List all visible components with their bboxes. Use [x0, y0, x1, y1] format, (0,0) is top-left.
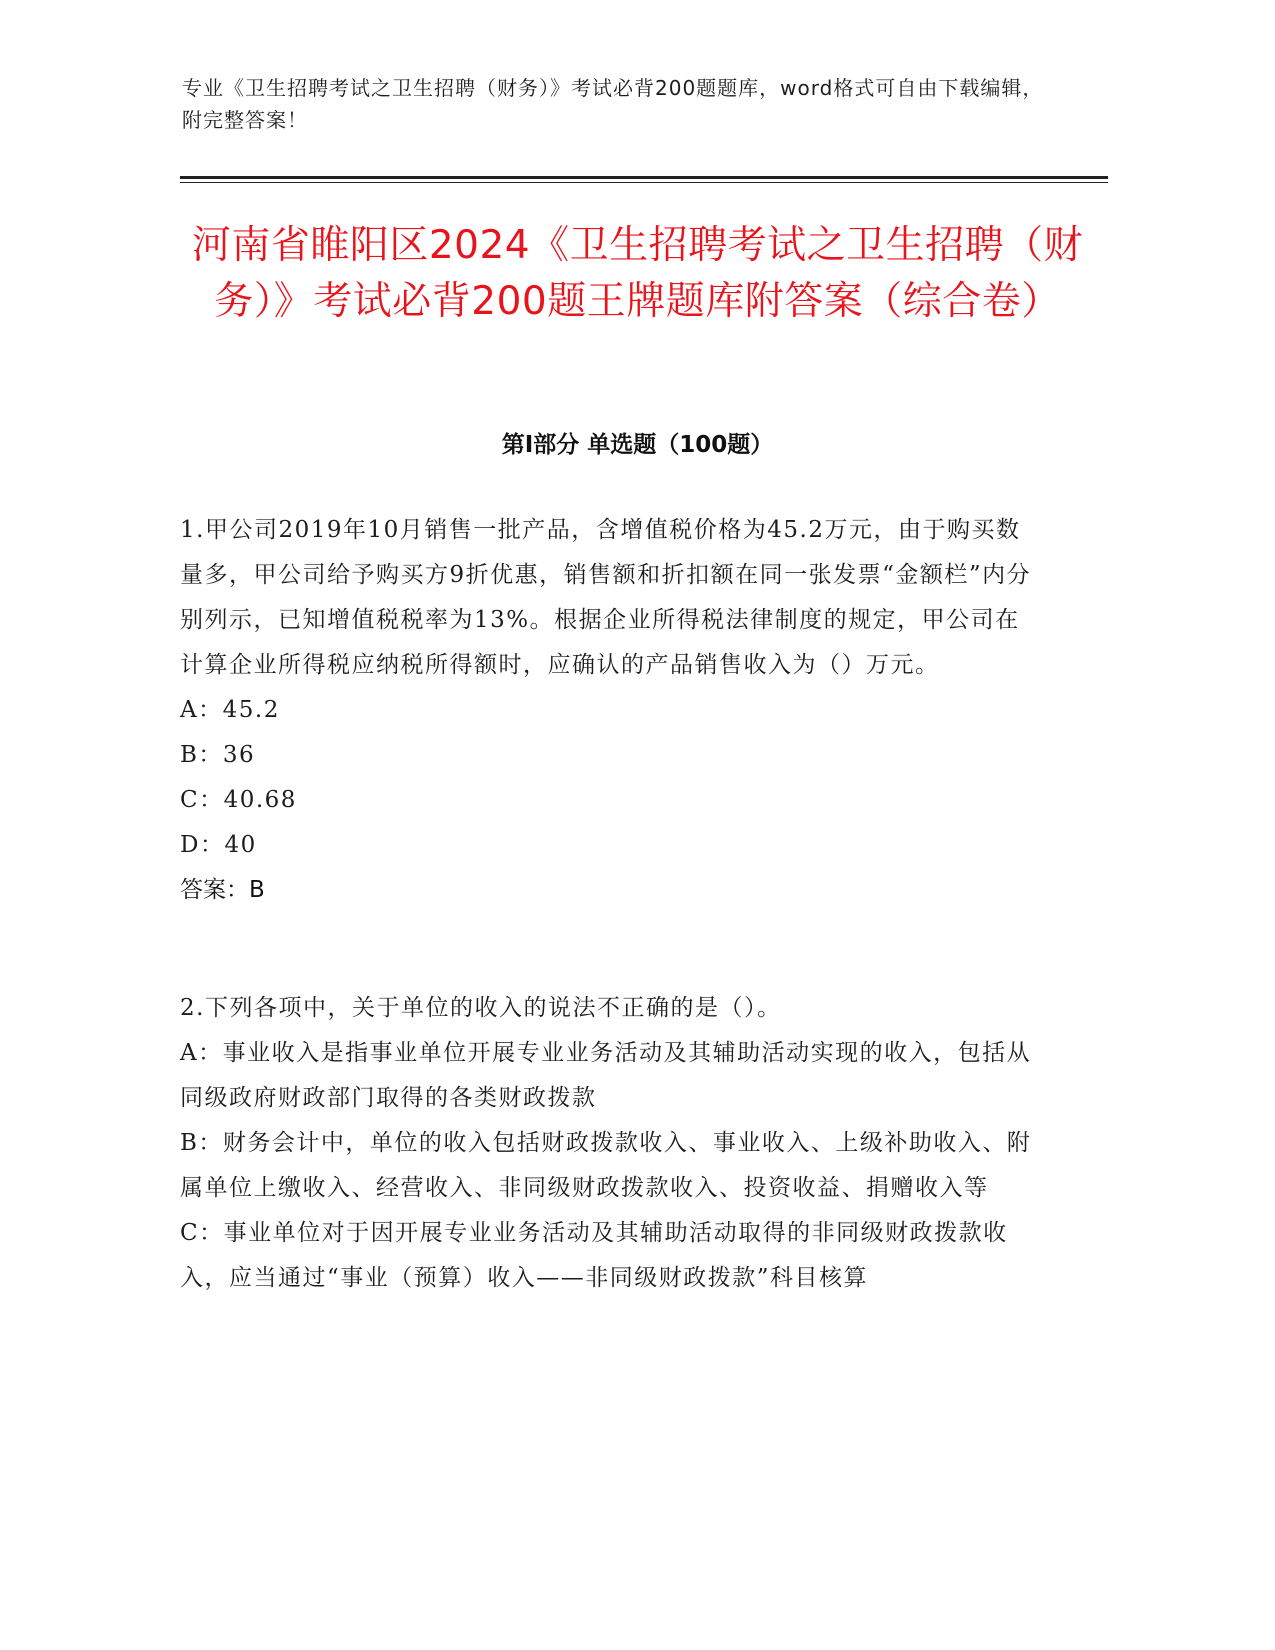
question-1 [180, 508, 1040, 913]
option-a: A：事业收入是指事业单位开展专业业务活动及其辅助活动实现的收入，包括从同级政府财政部门取得的各类财政拨款 [180, 1040, 1032, 1111]
option-c: C：40.68 [180, 787, 297, 813]
option-b: B：36 [180, 742, 256, 768]
option-d: D：40 [180, 832, 257, 858]
question-text: 1.甲公司2019年10月销售一批产品，含增值税价格为45.2万元，由于购买数量多，甲公司给予购买方9折优惠，销售额和折扣额在同一张发票“金额栏”内分别列示，已知增值税税率为13%。根据企业所得税法律制度的规定，甲公司在计算企业所得税应纳税所得额时，应确认的产品销售收入为（）万元。 [180, 517, 1032, 678]
option-c: C：事业单位对于因开展专业业务活动及其辅助活动取得的非同级财政拨款收入，应当通过“事业（预算）收入——非同级财政拨款”科目核算 [180, 1220, 1008, 1291]
section-heading: 第Ⅰ部分 单选题（100题） [501, 432, 774, 458]
header-note: 专业《卫生招聘考试之卫生招聘（财务）》考试必背200题题库，word格式可自由下载编辑，附完整答案！ [182, 76, 1044, 132]
header-divider-thin [180, 182, 1108, 183]
question-text: 2.下列各项中，关于单位的收入的说法不正确的是（）。 [180, 995, 782, 1021]
answer-line: 答案：B [180, 877, 265, 903]
option-a: A：45.2 [180, 697, 280, 723]
document-title: 河南省睢阳区2024《卫生招聘考试之卫生招聘（财务）》考试必背200题王牌题库附答案（综合卷） [191, 223, 1084, 324]
question-2 [180, 986, 1040, 1301]
header-divider [180, 176, 1108, 179]
option-b: B：财务会计中，单位的收入包括财政拨款收入、事业收入、上级补助收入、附属单位上缴收入、经营收入、非同级财政拨款收入、投资收益、捐赠收入等 [180, 1130, 1032, 1201]
